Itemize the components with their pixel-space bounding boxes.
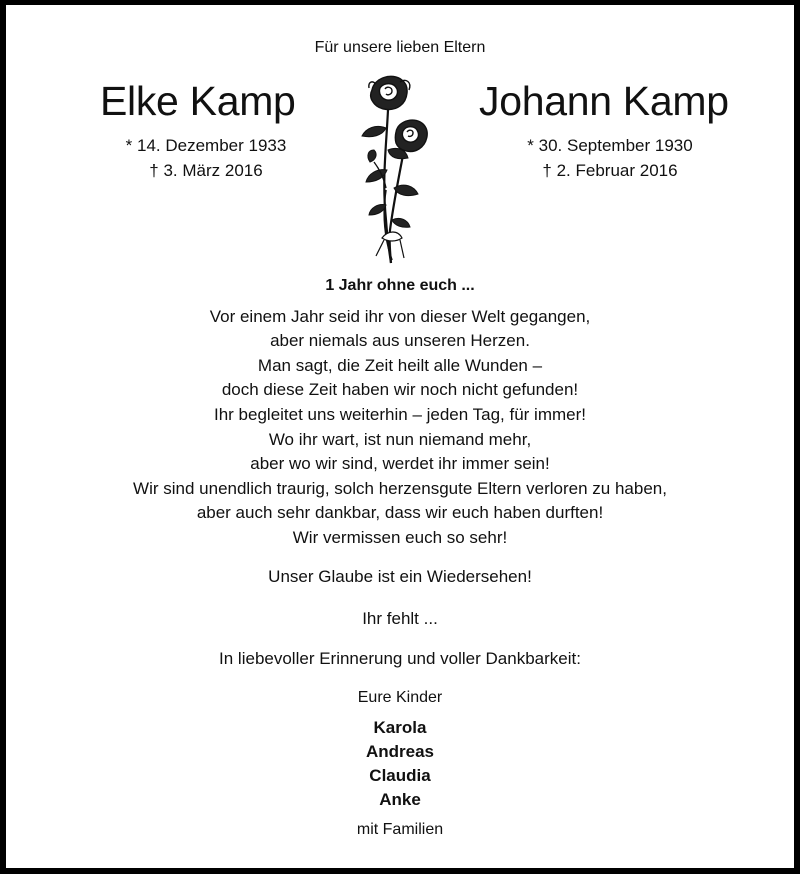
poem-line: Wo ihr wart, ist nun niemand mehr, <box>268 430 532 449</box>
poem <box>6 305 794 551</box>
rose-icon <box>342 70 442 265</box>
child-name: Andreas <box>365 742 435 761</box>
poem-stanza <box>6 403 794 427</box>
poem-line: aber auch sehr dankbar, dass wir euch haben durften! <box>196 503 604 522</box>
father-dates <box>510 133 710 183</box>
child-name: Karola <box>373 718 427 737</box>
poem-line: Wir sind unendlich traurig, solch herzensgute Eltern verloren zu haben, <box>133 479 667 498</box>
belief-line: Unser Glaube ist ein Wiedersehen! <box>268 567 532 586</box>
mother-died: † 3. März 2016 <box>149 161 263 180</box>
intro-line: Für unsere lieben Eltern <box>314 39 486 56</box>
poem-line: doch diese Zeit haben wir noch nicht gefunden! <box>221 380 579 399</box>
poem-line: Ihr begleitet uns weiterhin – jeden Tag, für immer! <box>214 405 586 424</box>
father-name: Johann Kamp <box>479 78 729 124</box>
child-name: Anke <box>379 790 421 809</box>
children-list <box>6 716 794 812</box>
father-died: † 2. Februar 2016 <box>542 161 678 180</box>
poem-heading: 1 Jahr ohne euch ... <box>325 277 475 294</box>
poem-line: Vor einem Jahr seid ihr von dieser Welt gegangen, <box>209 307 591 326</box>
poem-line: Man sagt, die Zeit heilt alle Wunden – <box>257 356 543 375</box>
children-intro: Eure Kinder <box>357 689 443 706</box>
poem-stanza <box>6 354 794 402</box>
mother-born: * 14. Dezember 1933 <box>125 136 287 155</box>
memory-line: In liebevoller Erinnerung und voller Dankbarkeit: <box>219 649 581 668</box>
mother-name: Elke Kamp <box>100 78 296 124</box>
poem-line: aber niemals aus unseren Herzen. <box>270 331 530 350</box>
obituary-card <box>6 5 794 868</box>
poem-line: aber wo wir sind, werdet ihr immer sein! <box>250 454 550 473</box>
poem-line: Wir vermissen euch so sehr! <box>292 528 508 547</box>
poem-stanza <box>6 428 794 476</box>
child-name: Claudia <box>369 766 431 785</box>
father-born: * 30. September 1930 <box>527 136 693 155</box>
families-line: mit Familien <box>356 821 444 838</box>
poem-stanza <box>6 305 794 353</box>
poem-stanza <box>6 477 794 525</box>
poem-stanza <box>6 526 794 550</box>
mother-dates <box>106 133 306 183</box>
missing-line: Ihr fehlt ... <box>362 609 438 628</box>
